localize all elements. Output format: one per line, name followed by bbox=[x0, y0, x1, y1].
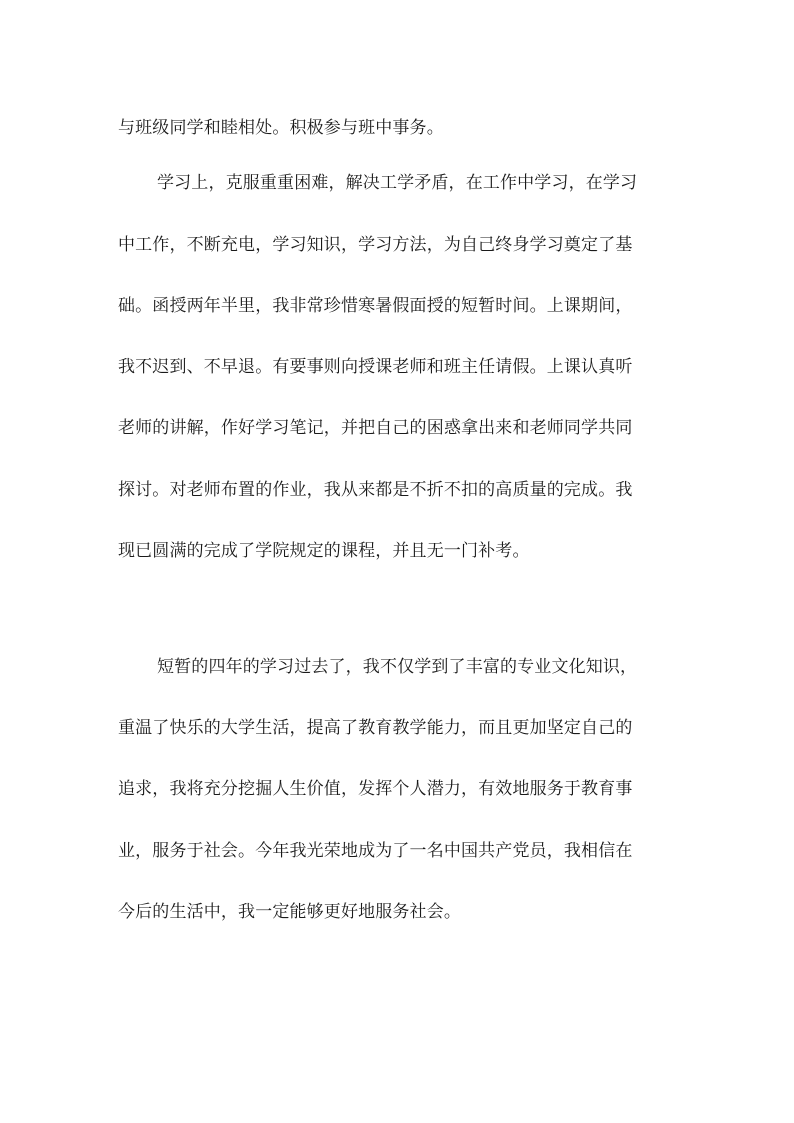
paragraph-3-line-3: 追求，我将充分挖掘人生价值，发挥个人潜力，有效地服务于教育事 bbox=[118, 779, 633, 799]
paragraph-2-line-2: 中工作，不断充电，学习知识，学习方法，为自己终身学习奠定了基 bbox=[118, 235, 633, 255]
paragraph-3-line-1: 短暂的四年的学习过去了，我不仅学到了丰富的专业文化知识， bbox=[157, 657, 638, 677]
paragraph-2-line-6: 探讨。对老师布置的作业，我从来都是不折不扣的高质量的完成。我 bbox=[118, 480, 633, 500]
paragraph-2-line-5: 老师的讲解，作好学习笔记，并把自己的困惑拿出来和老师同学共同 bbox=[118, 418, 633, 438]
paragraph-2-line-4: 我不迟到、不早退。有要事则向授课老师和班主任请假。上课认真听 bbox=[118, 357, 633, 377]
paragraph-2-line-1: 学习上，克服重重困难，解决工学矛盾，在工作中学习，在学习 bbox=[157, 173, 638, 193]
paragraph-3-line-5: 今后的生活中，我一定能够更好地服务社会。 bbox=[118, 902, 461, 922]
paragraph-2-line-7: 现已圆满的完成了学院规定的课程，并且无一门补考。 bbox=[118, 541, 530, 561]
paragraph-3-line-2: 重温了快乐的大学生活，提高了教育教学能力，而且更加坚定自己的 bbox=[118, 718, 633, 738]
paragraph-3-line-4: 业，服务于社会。今年我光荣地成为了一名中国共产党员，我相信在 bbox=[118, 841, 633, 861]
paragraph-2-line-3: 础。函授两年半里，我非常珍惜寒暑假面授的短暂时间。上课期间， bbox=[118, 296, 633, 316]
paragraph-1-line-1: 与班级同学和睦相处。积极参与班中事务。 bbox=[118, 118, 444, 138]
